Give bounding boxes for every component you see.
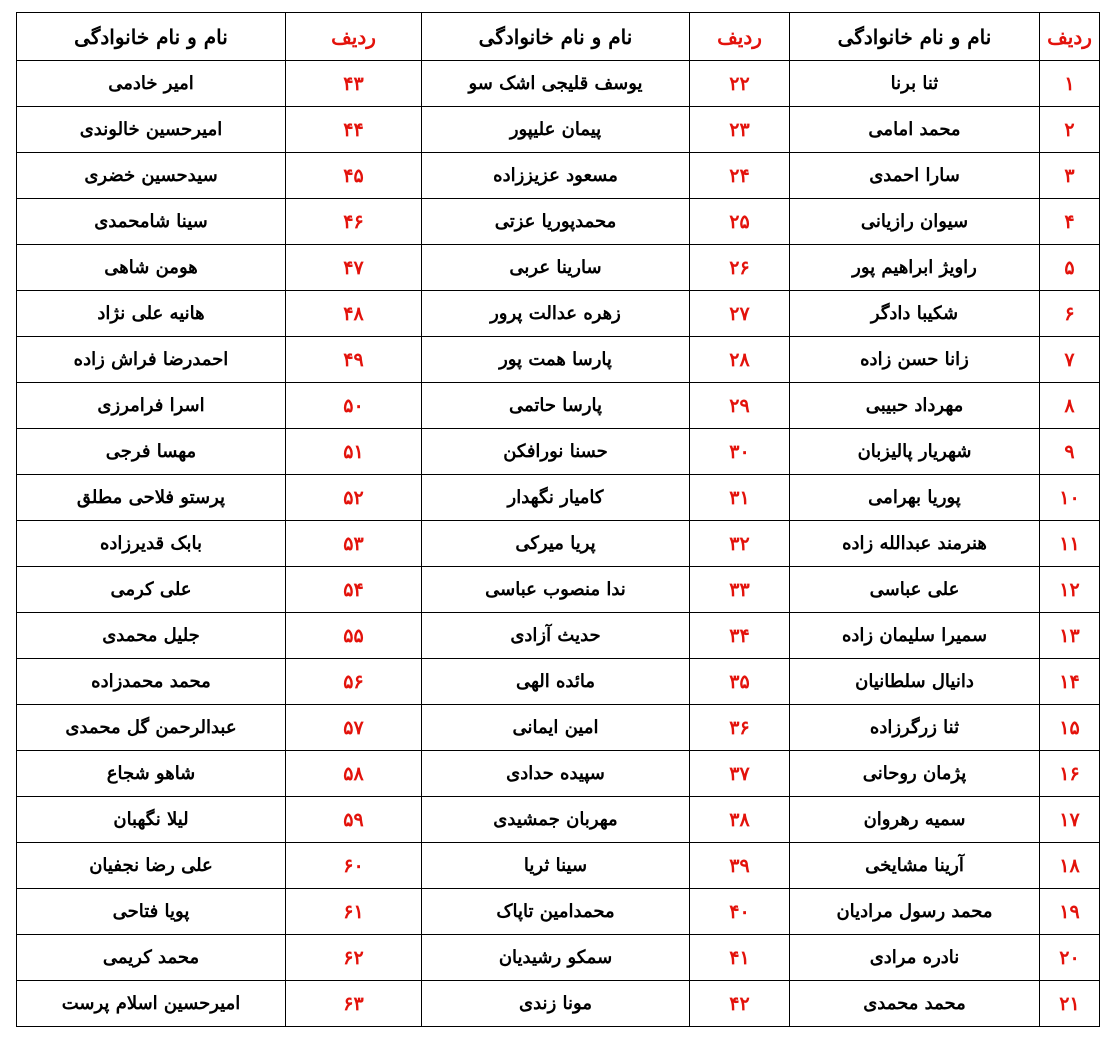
row-number-cell: ۵۸ bbox=[286, 751, 422, 797]
table-row bbox=[17, 889, 1100, 935]
student-name-cell: بابک قدیرزاده bbox=[17, 521, 286, 567]
student-name-cell: پویا فتاحی bbox=[17, 889, 286, 935]
row-number-cell: ۳ bbox=[1040, 153, 1100, 199]
student-name-cell: پریا میرکی bbox=[422, 521, 690, 567]
row-number-cell: ۳۳ bbox=[690, 567, 790, 613]
student-name-cell: لیلا نگهبان bbox=[17, 797, 286, 843]
student-name-cell: سمکو رشیدیان bbox=[422, 935, 690, 981]
row-number-cell: ۲۵ bbox=[690, 199, 790, 245]
table-row bbox=[17, 935, 1100, 981]
student-name-cell: محمدپوریا عزتی bbox=[422, 199, 690, 245]
row-number-cell: ۴۸ bbox=[286, 291, 422, 337]
row-number-cell: ۵۷ bbox=[286, 705, 422, 751]
student-name-cell: مسعود عزیززاده bbox=[422, 153, 690, 199]
student-name-cell: نادره مرادی bbox=[790, 935, 1040, 981]
student-name-cell: مونا زندی bbox=[422, 981, 690, 1027]
row-number-cell: ۴۹ bbox=[286, 337, 422, 383]
table-row bbox=[17, 521, 1100, 567]
student-name-cell: هنرمند عبدالله زاده bbox=[790, 521, 1040, 567]
row-number-cell: ۶۰ bbox=[286, 843, 422, 889]
student-name-cell: مهربان جمشیدی bbox=[422, 797, 690, 843]
row-number-cell: ۴۴ bbox=[286, 107, 422, 153]
row-number-cell: ۱۷ bbox=[1040, 797, 1100, 843]
table-row bbox=[17, 843, 1100, 889]
student-name-cell: زانا حسن زاده bbox=[790, 337, 1040, 383]
row-number-cell: ۶۳ bbox=[286, 981, 422, 1027]
row-number-cell: ۱۹ bbox=[1040, 889, 1100, 935]
name-header: نام و نام خانوادگی bbox=[790, 13, 1040, 61]
row-number-cell: ۵ bbox=[1040, 245, 1100, 291]
student-name-cell: آرینا مشایخی bbox=[790, 843, 1040, 889]
row-number-header: ردیف bbox=[690, 13, 790, 61]
row-number-cell: ۳۹ bbox=[690, 843, 790, 889]
student-name-cell: کامیار نگهدار bbox=[422, 475, 690, 521]
row-number-cell: ۳۷ bbox=[690, 751, 790, 797]
student-name-cell: سیدحسین خضری bbox=[17, 153, 286, 199]
row-number-cell: ۶۱ bbox=[286, 889, 422, 935]
student-name-cell: امیر خادمی bbox=[17, 61, 286, 107]
student-name-cell: مائده الهی bbox=[422, 659, 690, 705]
row-number-cell: ۲۱ bbox=[1040, 981, 1100, 1027]
row-number-cell: ۲۶ bbox=[690, 245, 790, 291]
table-row bbox=[17, 797, 1100, 843]
row-number-header: ردیف bbox=[1040, 13, 1100, 61]
row-number-cell: ۳۲ bbox=[690, 521, 790, 567]
row-number-cell: ۵۵ bbox=[286, 613, 422, 659]
row-number-cell: ۴۵ bbox=[286, 153, 422, 199]
row-number-cell: ۱۸ bbox=[1040, 843, 1100, 889]
student-name-cell: جلیل محمدی bbox=[17, 613, 286, 659]
table-row bbox=[17, 383, 1100, 429]
student-name-cell: عبدالرحمن گل محمدی bbox=[17, 705, 286, 751]
row-number-cell: ۲۲ bbox=[690, 61, 790, 107]
student-name-cell: ثنا زرگرزاده bbox=[790, 705, 1040, 751]
row-number-cell: ۱ bbox=[1040, 61, 1100, 107]
student-name-cell: اسرا فرامرزی bbox=[17, 383, 286, 429]
table-row bbox=[17, 567, 1100, 613]
header-row bbox=[17, 13, 1100, 61]
student-name-cell: محمد رسول مرادیان bbox=[790, 889, 1040, 935]
student-name-cell: شکیبا دادگر bbox=[790, 291, 1040, 337]
row-number-cell: ۳۵ bbox=[690, 659, 790, 705]
student-name-cell: سارینا عربی bbox=[422, 245, 690, 291]
student-name-cell: احمدرضا فراش زاده bbox=[17, 337, 286, 383]
row-number-cell: ۲۰ bbox=[1040, 935, 1100, 981]
table-row bbox=[17, 199, 1100, 245]
row-number-cell: ۱۱ bbox=[1040, 521, 1100, 567]
student-name-cell: سپیده حدادی bbox=[422, 751, 690, 797]
student-name-cell: محمد امامی bbox=[790, 107, 1040, 153]
student-name-cell: مهسا فرجی bbox=[17, 429, 286, 475]
student-name-cell: سمیه رهروان bbox=[790, 797, 1040, 843]
student-roster-table bbox=[16, 12, 1100, 1027]
student-name-cell: حسنا نورافکن bbox=[422, 429, 690, 475]
row-number-cell: ۵۹ bbox=[286, 797, 422, 843]
student-name-cell: محمد محمدی bbox=[790, 981, 1040, 1027]
row-number-cell: ۴۲ bbox=[690, 981, 790, 1027]
table-row bbox=[17, 107, 1100, 153]
student-name-cell: امین ایمانی bbox=[422, 705, 690, 751]
row-number-cell: ۱۰ bbox=[1040, 475, 1100, 521]
student-name-cell: علی کرمی bbox=[17, 567, 286, 613]
row-number-cell: ۱۳ bbox=[1040, 613, 1100, 659]
student-name-cell: امیرحسین خالوندی bbox=[17, 107, 286, 153]
student-name-cell: علی رضا نجفیان bbox=[17, 843, 286, 889]
table-row bbox=[17, 429, 1100, 475]
table-row bbox=[17, 705, 1100, 751]
row-number-cell: ۳۸ bbox=[690, 797, 790, 843]
student-name-cell: سمیرا سلیمان زاده bbox=[790, 613, 1040, 659]
row-number-cell: ۲ bbox=[1040, 107, 1100, 153]
row-number-cell: ۴۳ bbox=[286, 61, 422, 107]
student-name-cell: هانیه علی نژاد bbox=[17, 291, 286, 337]
row-number-cell: ۴۶ bbox=[286, 199, 422, 245]
student-name-cell: سینا ثریا bbox=[422, 843, 690, 889]
row-number-cell: ۵۱ bbox=[286, 429, 422, 475]
row-number-cell: ۵۶ bbox=[286, 659, 422, 705]
row-number-cell: ۴۱ bbox=[690, 935, 790, 981]
row-number-cell: ۶۲ bbox=[286, 935, 422, 981]
student-name-cell: پوریا بهرامی bbox=[790, 475, 1040, 521]
table-row bbox=[17, 613, 1100, 659]
table-row bbox=[17, 981, 1100, 1027]
student-name-cell: شهریار پالیزبان bbox=[790, 429, 1040, 475]
row-number-cell: ۴ bbox=[1040, 199, 1100, 245]
table-row bbox=[17, 61, 1100, 107]
table-row bbox=[17, 245, 1100, 291]
row-number-cell: ۵۰ bbox=[286, 383, 422, 429]
student-name-cell: سارا احمدی bbox=[790, 153, 1040, 199]
table-header bbox=[17, 13, 1100, 61]
row-number-cell: ۳۰ bbox=[690, 429, 790, 475]
student-name-cell: مهرداد حبیبی bbox=[790, 383, 1040, 429]
row-number-cell: ۶ bbox=[1040, 291, 1100, 337]
row-number-cell: ۲۷ bbox=[690, 291, 790, 337]
row-number-cell: ۵۴ bbox=[286, 567, 422, 613]
student-name-cell: علی عباسی bbox=[790, 567, 1040, 613]
student-name-cell: سیوان رازیانی bbox=[790, 199, 1040, 245]
row-number-cell: ۹ bbox=[1040, 429, 1100, 475]
name-header: نام و نام خانوادگی bbox=[17, 13, 286, 61]
row-number-cell: ۲۴ bbox=[690, 153, 790, 199]
row-number-cell: ۵۳ bbox=[286, 521, 422, 567]
student-name-cell: زهره عدالت پرور bbox=[422, 291, 690, 337]
row-number-cell: ۱۴ bbox=[1040, 659, 1100, 705]
student-name-cell: پیمان علیپور bbox=[422, 107, 690, 153]
row-number-cell: ۴۰ bbox=[690, 889, 790, 935]
row-number-cell: ۳۴ bbox=[690, 613, 790, 659]
table-row bbox=[17, 291, 1100, 337]
table-row bbox=[17, 153, 1100, 199]
student-name-cell: راویژ ابراهیم پور bbox=[790, 245, 1040, 291]
table-row bbox=[17, 751, 1100, 797]
table-row bbox=[17, 475, 1100, 521]
student-name-cell: ثنا برنا bbox=[790, 61, 1040, 107]
row-number-cell: ۸ bbox=[1040, 383, 1100, 429]
row-number-cell: ۱۲ bbox=[1040, 567, 1100, 613]
table-body bbox=[17, 61, 1100, 1027]
row-number-cell: ۵۲ bbox=[286, 475, 422, 521]
student-name-cell: محمدامین تاپاک bbox=[422, 889, 690, 935]
student-name-cell: سینا شامحمدی bbox=[17, 199, 286, 245]
row-number-cell: ۱۵ bbox=[1040, 705, 1100, 751]
student-name-cell: ندا منصوب عباسی bbox=[422, 567, 690, 613]
table-row bbox=[17, 659, 1100, 705]
student-name-cell: پارسا حاتمی bbox=[422, 383, 690, 429]
row-number-cell: ۱۶ bbox=[1040, 751, 1100, 797]
row-number-cell: ۴۷ bbox=[286, 245, 422, 291]
row-number-cell: ۳۶ bbox=[690, 705, 790, 751]
row-number-cell: ۲۳ bbox=[690, 107, 790, 153]
student-name-cell: یوسف قلیجی اشک سو bbox=[422, 61, 690, 107]
student-name-cell: دانیال سلطانیان bbox=[790, 659, 1040, 705]
student-name-cell: شاهو شجاع bbox=[17, 751, 286, 797]
student-name-cell: پژمان روحانی bbox=[790, 751, 1040, 797]
student-name-cell: هومن شاهی bbox=[17, 245, 286, 291]
row-number-cell: ۲۹ bbox=[690, 383, 790, 429]
student-name-cell: پرستو فلاحی مطلق bbox=[17, 475, 286, 521]
student-name-cell: محمد محمدزاده bbox=[17, 659, 286, 705]
row-number-cell: ۲۸ bbox=[690, 337, 790, 383]
row-number-header: ردیف bbox=[286, 13, 422, 61]
student-name-cell: حدیث آزادی bbox=[422, 613, 690, 659]
row-number-cell: ۳۱ bbox=[690, 475, 790, 521]
name-header: نام و نام خانوادگی bbox=[422, 13, 690, 61]
row-number-cell: ۷ bbox=[1040, 337, 1100, 383]
table-row bbox=[17, 337, 1100, 383]
student-name-cell: امیرحسین اسلام پرست bbox=[17, 981, 286, 1027]
student-name-cell: پارسا همت پور bbox=[422, 337, 690, 383]
student-name-cell: محمد کریمی bbox=[17, 935, 286, 981]
